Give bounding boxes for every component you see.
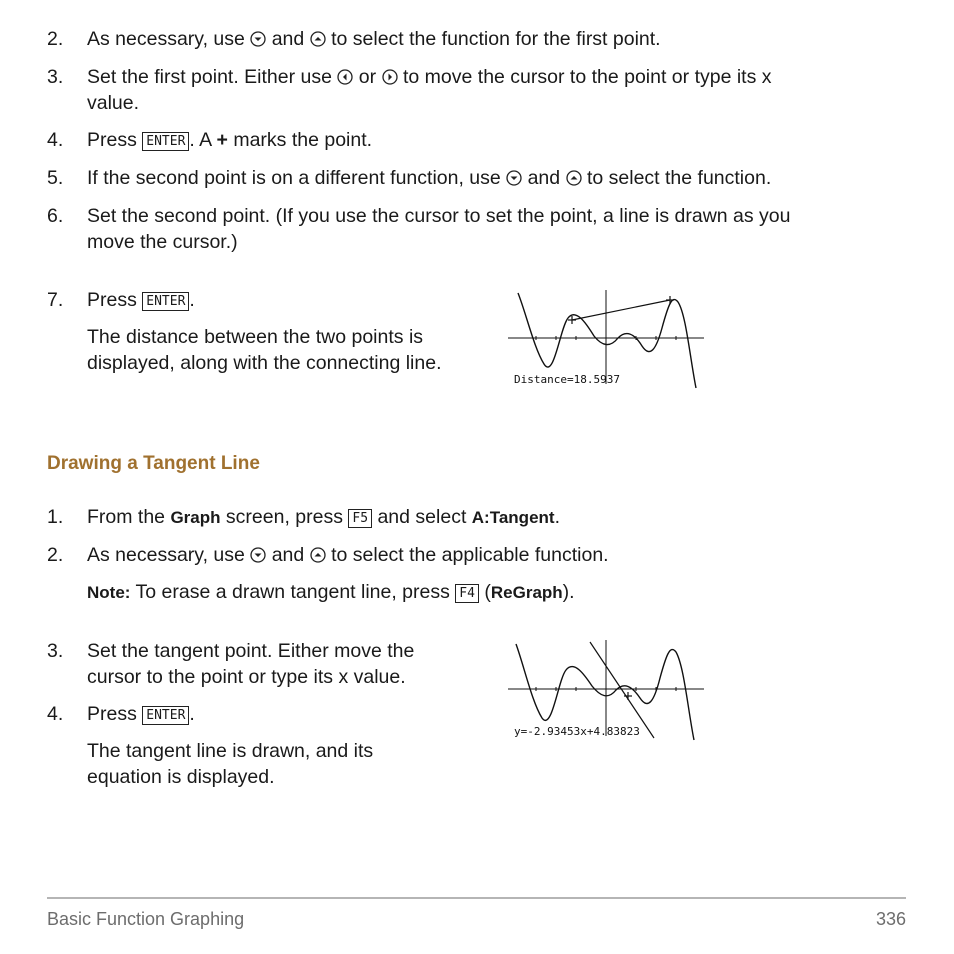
- f4-key-icon: F4: [455, 584, 479, 603]
- tangent-graph-screenshot: [506, 638, 706, 744]
- up-arrow-icon: [566, 170, 582, 186]
- page-number: 336: [875, 909, 906, 929]
- step-number: 6.: [47, 205, 64, 227]
- enter-key-icon: ENTER: [142, 132, 189, 151]
- footer-section-title: Basic Function Graphing: [47, 909, 245, 929]
- up-arrow-icon: [310, 547, 326, 563]
- step-text: As necessary, use and to select the function for the first point.: [87, 28, 661, 50]
- f5-key-icon: F5: [348, 509, 372, 528]
- step-text: Press ENTER .: [87, 703, 195, 725]
- step-number: 3.: [47, 66, 64, 88]
- step-text: As necessary, use and to select the applicable function.: [87, 544, 609, 566]
- down-arrow-icon: [250, 547, 266, 563]
- step-number: 5.: [47, 167, 64, 189]
- step-text: Press ENTER .: [87, 289, 195, 311]
- step-text: From the Graph screen, press F5 and select A:Tangent.: [87, 506, 560, 528]
- step-number: 2.: [47, 544, 64, 566]
- right-arrow-icon: [382, 69, 398, 85]
- down-arrow-icon: [506, 170, 522, 186]
- step-number: 4.: [47, 129, 64, 151]
- step-text: Set the first point. Either use or to move the cursor to the point or type its x value.: [87, 66, 772, 114]
- step-text: Set the second point. (If you use the cursor to set the point, a line is drawn as you move the cursor.): [87, 205, 791, 253]
- up-arrow-icon: [310, 31, 326, 47]
- note-label: Note:: [87, 583, 131, 602]
- distance-graph-screenshot: [506, 288, 706, 392]
- down-arrow-icon: [250, 31, 266, 47]
- step-text: Press ENTER . A + marks the point.: [87, 129, 373, 151]
- step-number: 1.: [47, 506, 64, 528]
- step-number: 7.: [47, 289, 64, 311]
- step-number: 4.: [47, 703, 64, 725]
- tangent-equation: y=-2.93453x+4.83823: [514, 725, 640, 738]
- step-text: If the second point is on a different function, use and to select the function.: [87, 167, 772, 189]
- footer-divider: [47, 897, 906, 899]
- distance-readout: Distance=18.5937: [514, 373, 620, 386]
- enter-key-icon: ENTER: [142, 706, 189, 725]
- step-text: Set the tangent point. Either move the cursor to the point or type its x value.: [87, 640, 415, 688]
- step-number: 2.: [47, 28, 64, 50]
- section-heading: Drawing a Tangent Line: [47, 453, 260, 474]
- enter-key-icon: ENTER: [142, 292, 189, 311]
- step-number: 3.: [47, 640, 64, 662]
- left-arrow-icon: [337, 69, 353, 85]
